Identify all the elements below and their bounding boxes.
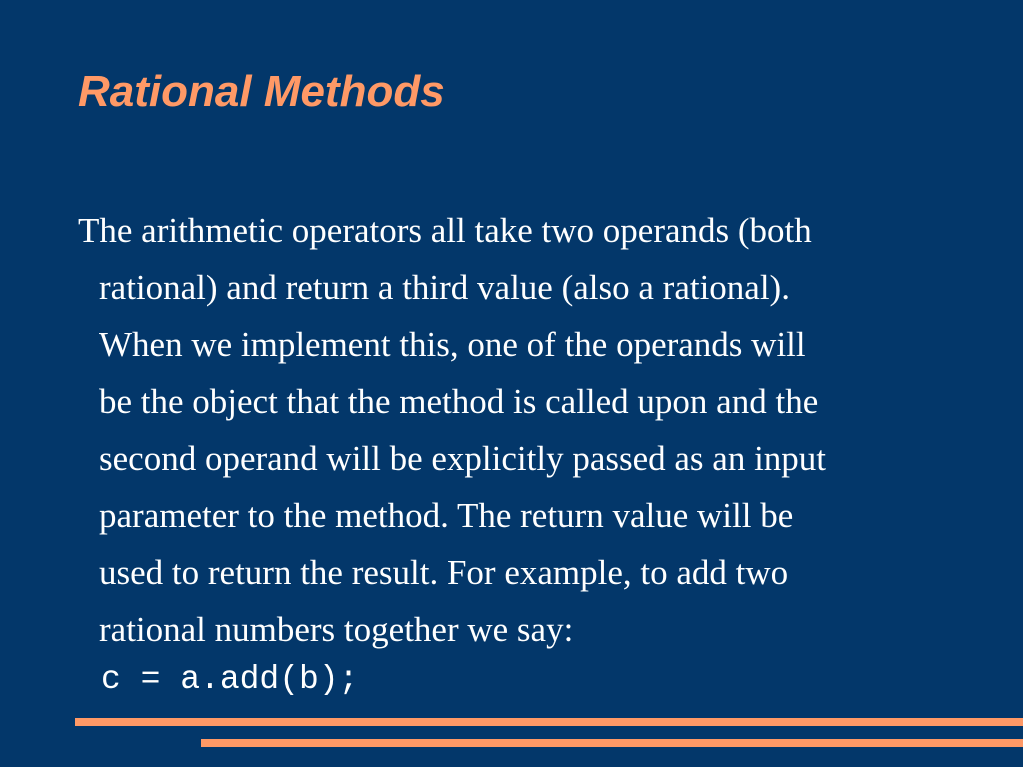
body-line-3: When we implement this, one of the operands will bbox=[99, 325, 806, 364]
body-line-8: rational numbers together we say: bbox=[99, 610, 574, 649]
body-line-4: be the object that the method is called upon and the bbox=[99, 382, 819, 421]
accent-rule-top bbox=[75, 718, 1023, 726]
body-line-2: rational) and return a third value (also a rational). bbox=[99, 268, 790, 307]
body-line-7: used to return the result. For example, to add two bbox=[99, 553, 789, 592]
slide-body bbox=[78, 202, 978, 658]
body-line-6: parameter to the method. The return value will be bbox=[99, 496, 794, 535]
body-line-5: second operand will be explicitly passed as an input bbox=[99, 439, 827, 478]
accent-rule-bottom bbox=[201, 739, 1023, 747]
body-line-1: The arithmetic operators all take two operands (both bbox=[78, 211, 812, 250]
code-example: c = a.add(b); bbox=[101, 661, 359, 698]
slide-title: Rational Methods bbox=[78, 67, 445, 116]
